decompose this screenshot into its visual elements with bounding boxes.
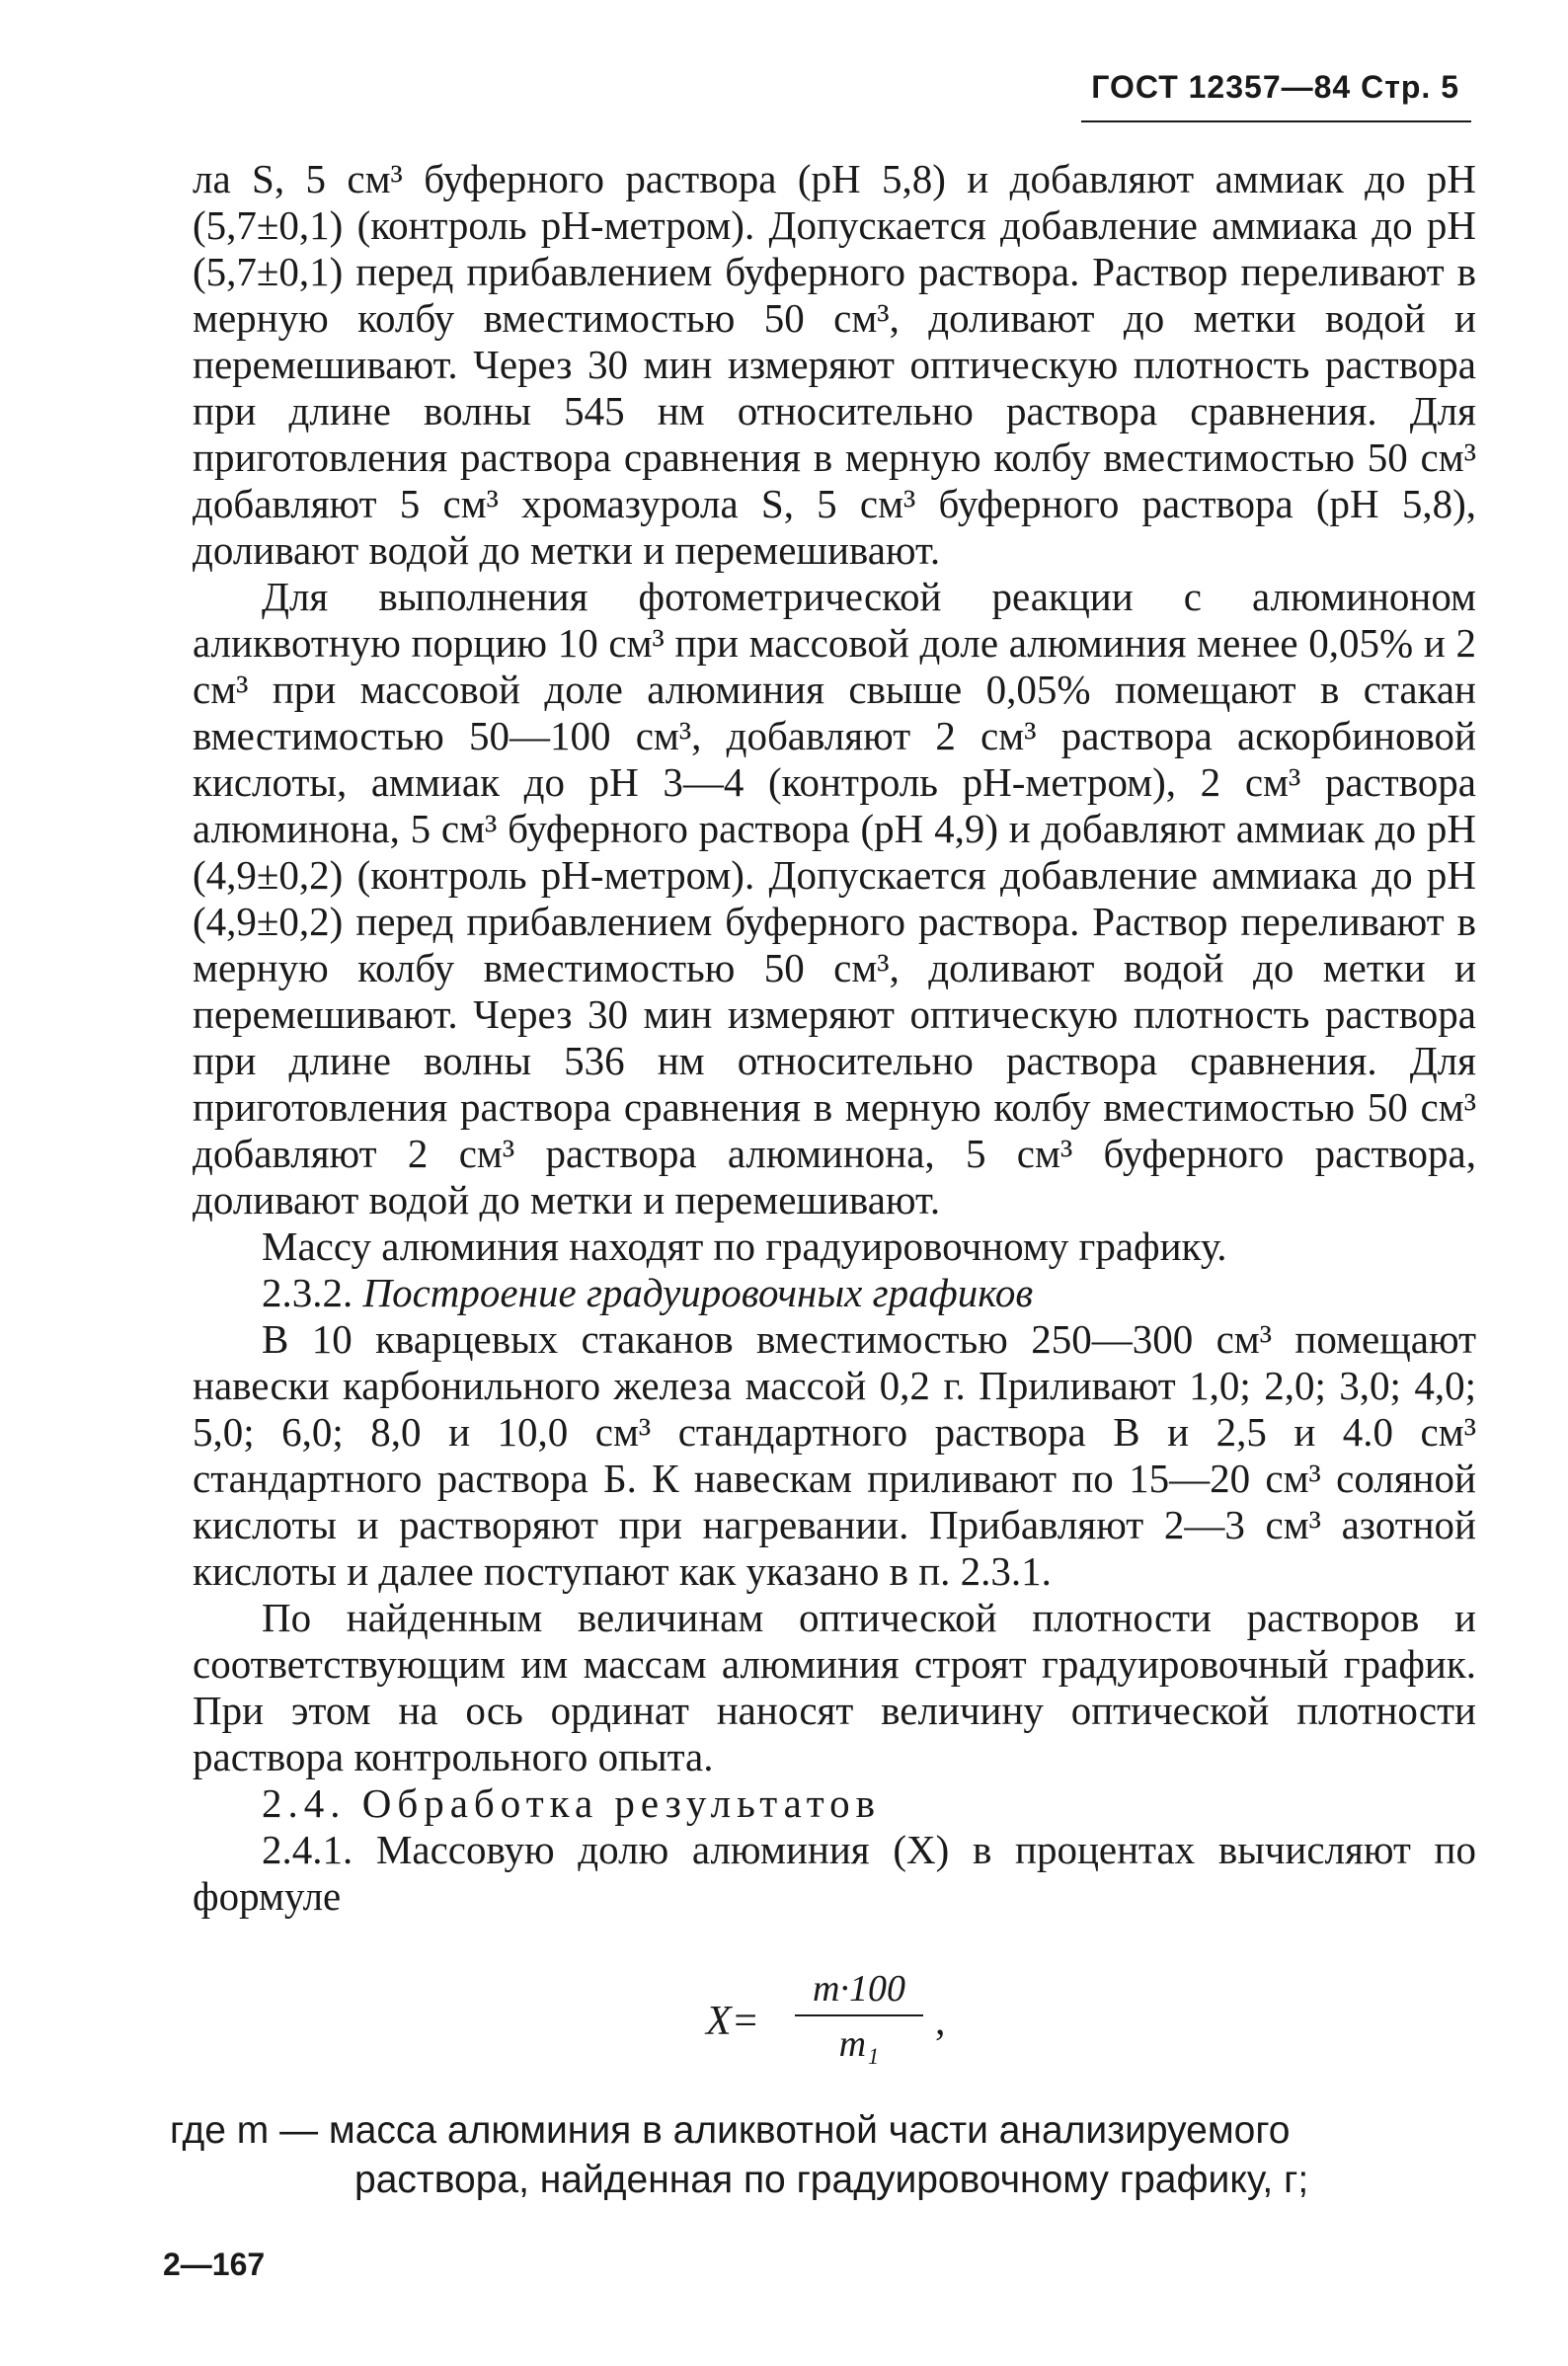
paragraph-calibration-graph: По найденным величинам оптической плотности растворов и соответствующим им массам алюминия строят градуировочный график. При этом на ось ординат наносят величину оптической плотности раствора контрольного опыта.: [193, 1595, 1476, 1779]
page-signature: 2—167: [163, 2247, 266, 2282]
header-rule: [1081, 120, 1471, 122]
paragraph-calibration-procedure: В 10 кварцевых стаканов вместимостью 250—300 см³ помещают навески карбонильного железа массой 0,2 г. Приливают 1,0; 2,0; 3,0; 4,0; 5,0; 6,0; 8,0 и 10,0 см³ стандартного раствора В и 2,5 и 4.0 см³ стандартного раствора Б. К навескам приливают по 15—20 см³ соляной кислоты и растворяют при нагревании. Прибавляют 2—3 см³ азотной кислоты и далее поступают как указано в п. 2.3.1.: [193, 1316, 1476, 1594]
formula-numerator: m·100: [813, 1968, 905, 2010]
paragraph-continuation: ла S, 5 см³ буферного раствора (рН 5,8) и добавляют аммиак до рН (5,7±0,1) (контроль рН-метром). Допускается добавление аммиака до рН (5,7±0,1) перед прибавлением буферного раствора. Раствор переливают в мерную колбу вместимостью 50 см³, доливают до метки водой и перемешивают. Через 30 мин измеряют оптическую плотность раствора при длине волны 545 нм относительно раствора сравнения. Для приготовления раствора сравнения в мерную колбу вместимостью 50 см³ добавляют 5 см³ хромазурола S, 5 см³ буферного раствора (рН 5,8), доливают водой до метки и перемешивают.: [193, 156, 1476, 573]
formula-comma: ,: [935, 1999, 946, 2044]
fraction-bar: [795, 2014, 923, 2016]
formula-fraction: [795, 1965, 923, 2066]
variable-definitions: [170, 2106, 1483, 2205]
paragraph-aluminon-reaction: Для выполнения фотометрической реакции с алюминоном аликвотную порцию 10 см³ при массовой доле алюминия менее 0,05% и 2 см³ при массовой доле алюминия свыше 0,05% помещают в стакан вместимостью 50—100 см³, добавляют 2 см³ раствора аскорбиновой кислоты, аммиак до рН 3—4 (контроль рН-метром), 2 см³ раствора алюминона, 5 см³ буферного раствора (рН 4,9) и добавляют аммиак до рН (4,9±0,2) (контроль рН-метром). Допускается добавление аммиака до рН (4,9±0,2) перед прибавлением буферного раствора. Раствор переливают в мерную колбу вместимостью 50 см³, доливают водой до метки и перемешивают. Через 30 мин измеряют оптическую плотность раствора при длине волны 536 нм относительно раствора сравнения. Для приготовления раствора сравнения в мерную колбу вместимостью 50 см³ добавляют 2 см³ раствора алюминона, 5 см³ буферного раствора, доливают водой до метки и перемешивают.: [193, 574, 1476, 1222]
mass-fraction-formula: [706, 1965, 1002, 2074]
section-2-4-heading: 2.4. Обработка результатов: [262, 1780, 882, 1826]
section-2-3-2-heading: [193, 1270, 1476, 1316]
definition-line: где m — масса алюминия в аликвотной части анализируемого: [170, 2109, 1291, 2152]
paragraph-mass-from-graph: Массу алюминия находят по градуировочному графику.: [262, 1223, 1227, 1269]
definition-line: раствора, найденная по градуировочному графику, г;: [354, 2159, 1309, 2201]
section-number: 2.3.2.: [262, 1270, 353, 1315]
document-body: [193, 156, 1476, 1920]
formula-denominator: m₁: [838, 2023, 880, 2065]
section-title: Построение градуировочных графиков: [362, 1270, 1034, 1315]
running-header: ГОСТ 12357—84 Стр. 5: [1091, 69, 1459, 105]
paragraph-formula-intro: 2.4.1. Массовую долю алюминия (X) в процентах вычисляют по формуле: [193, 1827, 1476, 1919]
formula-lhs: X=: [706, 1999, 759, 2044]
